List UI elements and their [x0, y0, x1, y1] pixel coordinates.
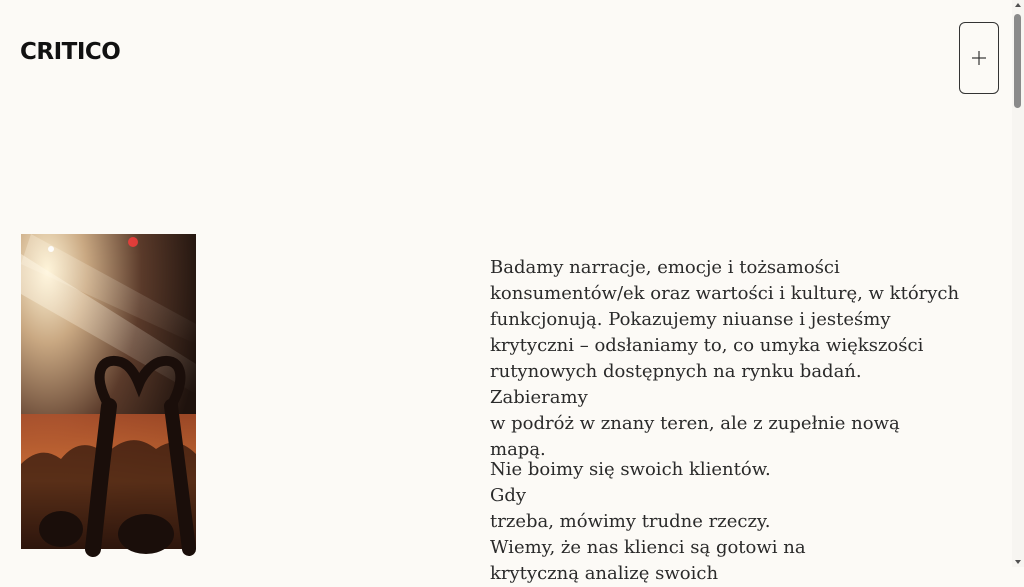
paragraph-line: krytyczną analizę swoich: [490, 563, 719, 584]
paragraph-line: trzeba, mówimy trudne rzeczy.: [490, 511, 771, 532]
scroll-down-arrow-icon[interactable]: [1015, 560, 1021, 564]
paragraph-line: krytyczni – odsłaniamy to, co umyka większości: [490, 335, 924, 356]
site-logo[interactable]: CRITICO: [20, 39, 121, 65]
scroll-up-arrow-icon[interactable]: [1015, 3, 1021, 7]
vertical-scrollbar[interactable]: [1012, 0, 1024, 567]
plus-icon: [971, 50, 987, 66]
scrollbar-thumb[interactable]: [1014, 14, 1021, 108]
paragraph-line: funkcjonują. Pokazujemy niuanse i jesteśmy: [490, 309, 891, 330]
second-paragraph: [490, 457, 810, 587]
paragraph-line: Nie boimy się swoich klientów. Gdy: [490, 459, 771, 506]
paragraph-line: rutynowych dostępnych na rynku badań. Zabieramy: [490, 361, 862, 408]
paragraph-line: w podróż w znany teren, ale z zupełnie nową mapą.: [490, 413, 900, 460]
menu-toggle-button[interactable]: [959, 22, 999, 94]
paragraph-line: konsumentów/ek oraz wartości i kulturę, w których: [490, 283, 960, 304]
paragraph-line: Badamy narracje, emocje i tożsamości: [490, 257, 840, 278]
intro-paragraph: [490, 255, 960, 463]
paragraph-line: Wiemy, że nas klienci są gotowi na: [490, 537, 806, 558]
hero-photo: [21, 234, 196, 549]
